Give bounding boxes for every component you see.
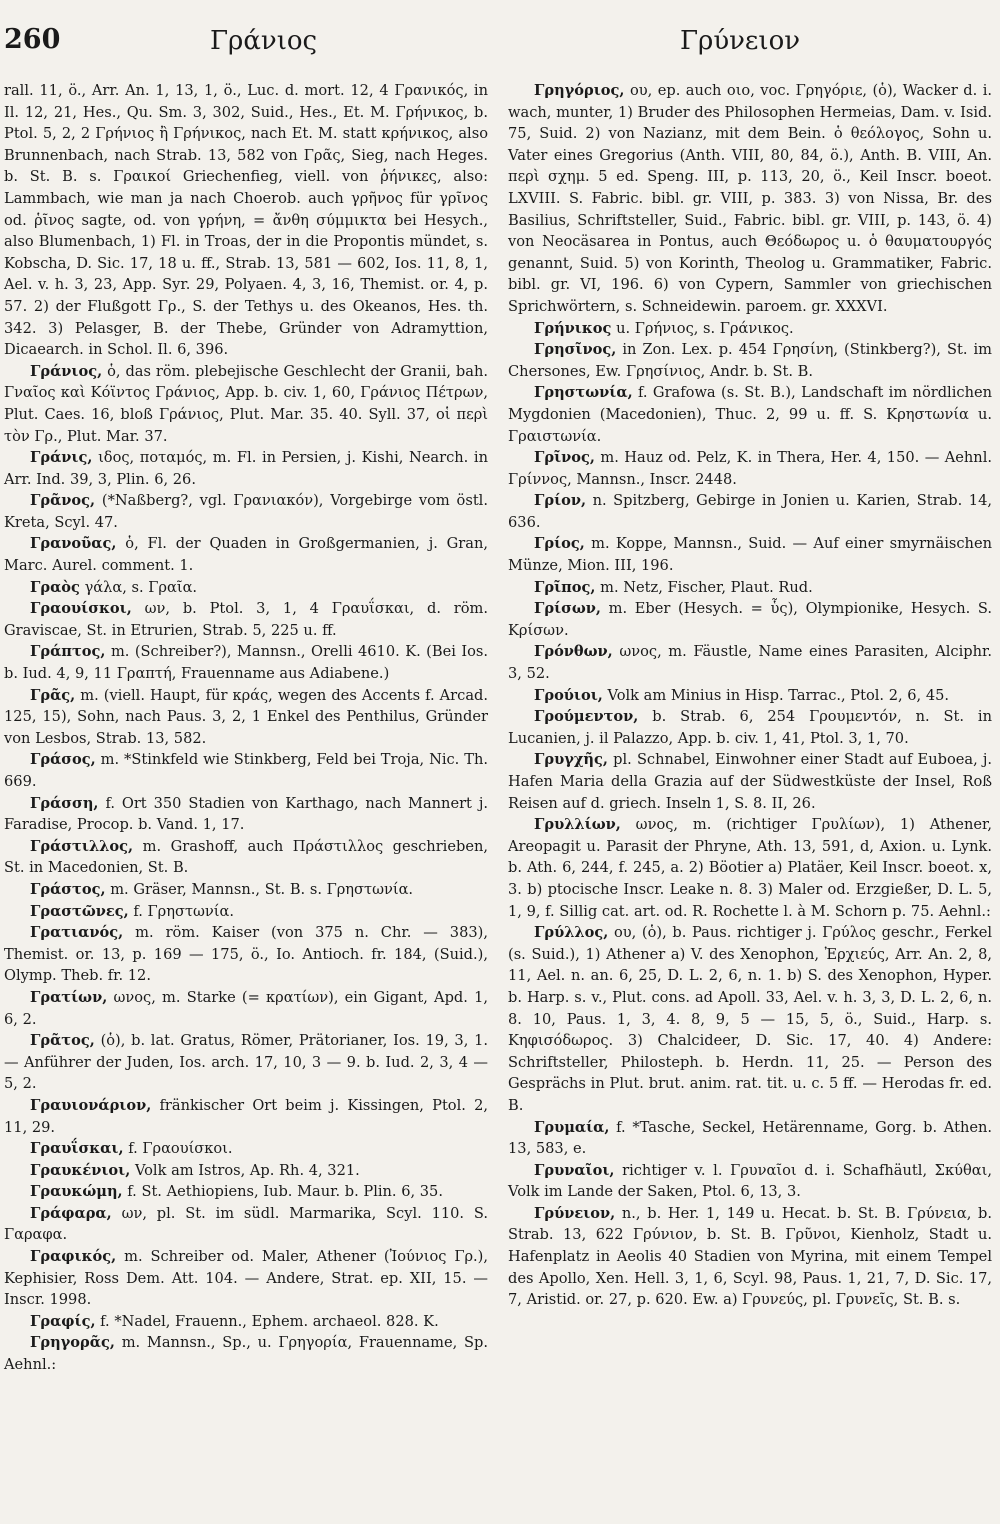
dictionary-entry [4,1095,488,1138]
entry-text: m. Eber (Hesych. = ὗς), Olympionike, Hesych. S. Κρίσων. [508,600,992,639]
page-number: 260 [4,24,61,55]
entry-text: f. St. Aethiopiens, Iub. Maur. b. Plin. 6, 35. [127,1183,443,1201]
dictionary-entry [4,685,488,750]
entry-text: f. *Tasche, Seckel, Hetärenname, Gorg. b. Athen. 13, 583, e. [508,1118,993,1158]
entry-lemma: Γράσση, [30,794,99,812]
dictionary-entry [508,814,992,922]
dictionary-entry [4,1332,488,1375]
dictionary-entry [508,598,992,641]
entry-lemma: Γράσος, [30,751,96,769]
dictionary-entry [508,1117,992,1160]
entry-lemma: Γράνις, [30,449,93,467]
entry-lemma: Γρᾶτος, [30,1032,95,1050]
dictionary-entry [508,382,992,447]
entry-text: richtiger v. l. Γρυναῖοι d. i. Schafhäutl, Σκύθαι, Volk im Lande der Saken, Ptol. 6, 13, 3. [508,1161,992,1201]
entry-text: m. röm. Kaiser (von 375 n. Chr. — 383), Themist. or. 13, p. 169 — 175, ö., Io. Antioch. fr. 184, (Suid.), Olymp. Theb. fr. 12. [4,924,488,985]
entry-lemma: Γρυλλίων, [534,816,621,834]
entry-text: fränkischer Ort beim j. Kissingen, Ptol. 2, 11, 29. [4,1096,489,1136]
entry-text: ωνος, m. Fäustle, Name eines Parasiten, Alciphr. 3, 52. [508,643,992,683]
dictionary-entry [4,901,488,923]
entry-text: ων, pl. St. im südl. Marmarika, Scyl. 110. S. Γαραφα. [4,1204,488,1244]
entry-text: ωνος, m. (richtiger Γρυλίων), 1) Athener, Areopagit u. Parasit der Phryne, Ath. 13, 591, d, Axion. u. Lynk. b. Ath. 6, 244, f. 245, a. 2) Böotier a) Platäer, Keil Inscr. boeot. x, 3. b) ptocische Inscr. Leake n. 8. 3) Maler od. Erzgießer, D. L. 5, 1, 9, f. Sillig cat. art. od. R. Rochette l. à M. Schorn p. 75. Aehnl.: [508,816,992,920]
entry-text: rall. 11, ö., Arr. An. 1, 13, 1, ö., Luc. d. mort. 12, 4 Γρανικός, in Il. 12, 21, Hes., Qu. Sm. 3, 302, Suid., Hes., Et. M. Γρήνικος, b. Ptol. 5, 2, 2 Γρήνιος ἢ Γρήνικος, nach Et. M. statt κρήνικος, also Brunnenbach, nach Strab. 13, 582 von Γρᾶς, Sieg, nach Heges. b. St. B. s. Γραικοί Griechenfieg, viell. von ῥήνικες, also: Lammbach, wie man ja nach Choerob. auch γρῆνος für γρῖνος od. ῥῖνος sagte, od. von γρήνη, = ἄνθη σύμμικτα bei Hesych., also Blumenbach, 1) Fl. in Troas, der in die Propontis mündet, s. Kobscha, D. Sic. 17, 18 u. ff., Strab. 13, 581 — 602, Ios. 11, 8, 1, Ael. v. h. 3, 23, App. Syr. 29, Polyaen. 4, 3, 16, Themist. or. 4, p. 57. 2) der Flußgott Γρ., S. der Tethys u. des Okeanos, Hes. th. 342. 3) Pelasger, B. der Thebe, Gründer von Adramyttion, Dicaearch. in Schol. Il. 6, 396. [4,82,488,359]
entry-lemma: Γρατίων, [30,988,108,1006]
dictionary-entry [508,577,992,599]
entry-lemma: Γρυναῖοι, [534,1161,615,1179]
entry-text: f. Γρηστωνία. [133,902,235,920]
dictionary-entry [4,987,488,1030]
dictionary-entry [508,685,992,707]
entry-text: γάλα, s. Γραῖα. [84,578,198,596]
entry-text: n., b. Her. 1, 149 u. Hecat. b. St. B. Γρύνεια, b. Strab. 13, 622 Γρύνιον, b. St. B. Γρῦνοι, Kienholz, Stadt u. Hafenplatz in Aeolis 40 Stadien von Myrina, mit einem Tempel des Apollo, Xen. Hell. 3, 1, 6, Scyl. 98, Paus. 1, 21, 7, D. Sic. 17, 7, Aristid. or. 27, p. 620. Ew. a) Γρυνεύς, pl. Γρυνεῖς, St. B. s. [508,1204,993,1309]
entry-text: (ὁ), b. lat. Gratus, Römer, Prätorianer, Ios. 19, 3, 1. — Anführer der Juden, Ios. arch. 17, 10, 3 — 9. b. Iud. 2, 3, 4 — 5, 2. [4,1032,488,1093]
dictionary-entry [4,447,488,490]
entry-lemma: Γρᾶς, [30,686,76,704]
entry-lemma: Γράφαρα, [30,1204,112,1222]
entry-lemma: Γρανοῦας, [30,535,117,553]
entry-lemma: Γρῖπος, [534,578,596,596]
entry-text: ου, ep. auch οιο, voc. Γρηγόριε, (ὁ), Wacker d. i. wach, munter, 1) Bruder des Philosophen Hermeias, Dam. v. Isid. 75, Suid. 2) von Nazianz, mit dem Bein. ὁ θεόλογος, Sohn u. Vater eines Gregorius (Anth. VIII, 80, 84, ö.), Anth. B. VIII, An. περὶ σχημ. 5 ed. Speng. III, p. 113, 20, ö., Keil Inscr. boeot. LXVIII. S. Fabric. bibl. gr. VIII, p. 383. 3) von Nissa, Br. des Basilius, Schriftsteller, Suid., Fabric. bibl. gr. VIII, p. 143, ö. 4) von Neocäsarea in Pontus, auch Θεόδωρος u. ὁ θαυματουργός genannt, Suid. 5) von Korinth, Theolog u. Grammatiker, Fabric. bibl. gr. VI, 196. 6) von Cypern, Sammler von griechischen Sprichwörtern, s. Schneidewin. paroem. gr. XXXVI. [508,82,992,315]
dictionary-entry [4,361,488,447]
dictionary-entry [508,447,992,490]
entry-lemma: Γραφίς, [30,1312,96,1330]
entry-lemma: Γράστιλλος, [30,837,134,855]
entry-text: m. Hauz od. Pelz, K. in Thera, Her. 4, 150. — Aehnl. Γρίννος, Mannsn., Inscr. 2448. [508,449,992,488]
entry-text: f. *Nadel, Frauenn., Ephem. archaeol. 828. K. [100,1312,439,1330]
entry-lemma: Γρησῖνος, [534,341,617,359]
entry-text: Volk am Istros, Ap. Rh. 4, 321. [134,1161,360,1179]
right-running-headword: Γρύνειον [680,26,801,56]
dictionary-entry [4,922,488,987]
left-running-headword: Γράνιος [210,26,318,56]
dictionary-entry [4,836,488,879]
dictionary-entry [4,1246,488,1311]
dictionary-entry [508,1203,992,1311]
entry-lemma: Γραυιονάριον, [30,1096,152,1114]
entry-text: m. Netz, Fischer, Plaut. Rud. [600,578,813,596]
entry-text: n. Spitzberg, Gebirge in Jonien u. Karien, Strab. 14, 636. [508,492,992,531]
dictionary-entry [4,598,488,641]
dictionary-entry [508,318,992,340]
dictionary-entry [4,1138,488,1160]
entry-lemma: Γραουίσκοι, [30,600,132,618]
dictionary-entry [4,533,488,576]
dictionary-entry [4,1203,488,1246]
left-column [4,80,488,1376]
dictionary-entry [508,641,992,684]
entry-text: ων, b. Ptol. 3, 1, 4 Γραυΐσκαι, d. röm. Graviscae, St. in Etrurien, Strab. 5, 225 u. ff. [4,600,489,639]
entry-text: m. (viell. Haupt, für κράς, wegen des Accents f. Arcad. 125, 15), Sohn, nach Paus. 3, 2, 1 Enkel des Penthilus, Gründer von Lesbos, Strab. 13, 582. [4,686,488,747]
dictionary-entry [4,749,488,792]
dictionary-entry [4,577,488,599]
entry-lemma: Γρηγόριος, [534,82,625,99]
dictionary-entry [4,641,488,684]
entry-lemma: Γραὸς [30,578,80,596]
entry-text: ωνος, m. Starke (= κρατίων), ein Gigant, Apd. 1, 6, 2. [4,988,489,1028]
dictionary-entry [4,1030,488,1095]
dictionary-entry [508,1160,992,1203]
dictionary-entry [508,922,992,1116]
dictionary-entry [508,706,992,749]
entry-lemma: Γρούμεντον, [534,708,639,726]
dictionary-entry [508,339,992,382]
entry-text: ὁ, das röm. plebejische Geschlecht der Granii, bah. Γναῖος καὶ Κόϊντος Γράνιος, App. b. civ. 1, 60, Γράνιος Πέτρων, Plut. Caes. 16, bloß Γράνιος, Plut. Mar. 35. 40. Syll. 37, οἱ περὶ τὸν Γρ., Plut. Mar. 37. [4,362,489,445]
entry-text: m. (Schreiber?), Mannsn., Orelli 4610. K. (Bei Ios. b. Iud. 4, 9, 11 Γραπτή, Frauenname aus Adiabene.) [4,643,489,683]
dictionary-entry [508,80,992,318]
dictionary-entry [4,879,488,901]
entry-text: ιδος, ποταμός, m. Fl. in Persien, j. Kishi, Nearch. in Arr. Ind. 39, 3, Plin. 6, 26. [4,449,489,488]
entry-lemma: Γρίος, [534,535,585,553]
dictionary-entry [4,1181,488,1203]
entry-text: m. Mannsn., Sp., u. Γρηγορία, Frauenname, Sp. Aehnl.: [4,1334,488,1374]
entry-lemma: Γραυκένιοι, [30,1161,131,1179]
entry-text: in Zon. Lex. p. 454 Γρησίνη, (Stinkberg?), St. im Chersones, Ew. Γρησίνιος, Andr. b. St. B. [508,341,993,380]
dictionary-entry [508,533,992,576]
entry-lemma: Γραφικός, [30,1248,117,1266]
entry-lemma: Γράστος, [30,880,106,898]
entry-text: b. Strab. 6, 254 Γρουμεντόν, n. St. in Lucanien, j. il Palazzo, App. b. civ. 1, 41, Ptol. 3, 1, 70. [508,708,992,747]
entry-text: ὁ, Fl. der Quaden in Großgermanien, j. Gran, Marc. Aurel. comment. 1. [4,535,489,575]
entry-lemma: Γρύνειον, [534,1204,616,1222]
dictionary-entry [4,80,488,361]
entry-text: m. *Stinkfeld wie Stinkberg, Feld bei Troja, Nic. Th. 669. [4,751,488,790]
dictionary-entry [4,1311,488,1333]
entry-lemma: Γρίσων, [534,600,601,618]
entry-lemma: Γραστῶνες, [30,902,129,920]
entry-lemma: Γρόνθων, [534,643,613,661]
entry-text: f. Grafowa (s. St. B.), Landschaft im nördlichen Mygdonien (Macedonien), Thuc. 2, 99 u. ff. S. Κρηστωνία u. Γραιστωνία. [508,384,992,445]
entry-text: m. Gräser, Mannsn., St. B. s. Γρηστωνία. [110,880,414,898]
page-header [0,14,1000,74]
entry-lemma: Γρηστωνία, [534,384,633,402]
entry-lemma: Γράπτος, [30,643,106,661]
entry-lemma: Γρούιοι, [534,686,603,704]
entry-text: m. Grashoff, auch Πράστιλλος geschrieben, St. in Macedonien, St. B. [4,837,489,877]
entry-text: f. Γραουίσκοι. [128,1140,233,1158]
entry-lemma: Γρατιανός, [30,924,124,942]
dictionary-entry [508,490,992,533]
entry-lemma: Γράνιος, [30,362,103,380]
dictionary-entry [508,749,992,814]
right-column [508,80,992,1311]
entry-text: Volk am Minius in Hisp. Tarrac., Ptol. 2, 6, 45. [607,686,950,704]
entry-lemma: Γρῖνος, [534,449,595,467]
entry-lemma: Γρήνικος [534,319,612,337]
entry-text: (*Naßberg?, vgl. Γρανιακόν), Vorgebirge vom östl. Kreta, Scyl. 47. [4,492,488,531]
entry-text: m. Schreiber od. Maler, Athener (Ἰούνιος Γρ.), Kephisier, Ross Dem. Att. 104. — Andere, Strat. ep. XII, 15. — Inscr. 1998. [4,1248,488,1309]
entry-lemma: Γρίον, [534,492,587,510]
entry-text: f. Ort 350 Stadien von Karthago, nach Mannert j. Faradise, Procop. b. Vand. 1, 17. [4,794,488,834]
entry-text: ου, (ὁ), b. Paus. richtiger j. Γρύλος geschr., Ferkel (s. Suid.), 1) Athener a) V. des Xenophon, Ἐρχιεύς, Arr. An. 2, 8, 11, Ael. n. an. 6, 25, D. L. 2, 6, n. 1. b) S. des Xenophon, Hyper. b. Harp. s. v., Plut. cons. ad Apoll. 33, Ael. v. h. 3, 3, D. L. 2, 6, n. 8. 10, Paus. 1, 3, 4. 8, 9, 5 — 15, 5, ö., Suid., Harp. s. Κηφισόδωρος. 3) Chalcideer, D. Sic. 17, 40. 4) Andere: Schriftsteller, Philosteph. b. Herdn. 11, 25. — Person des Gesprächs in Plut. brut. anim. rat. tit. u. c. 5 ff. — Herodas fr. ed. B. [508,924,992,1114]
entry-lemma: Γρυμαία, [534,1118,610,1136]
dictionary-entry [4,490,488,533]
entry-lemma: Γρᾶνος, [30,492,96,510]
entry-text: u. Γρήνιος, s. Γράνικος. [616,319,794,337]
entry-lemma: Γρηγορᾶς, [30,1334,115,1352]
entry-lemma: Γρυγχῆς, [534,751,609,769]
entry-lemma: Γρύλλος, [534,924,609,942]
entry-text: m. Koppe, Mannsn., Suid. — Auf einer smyrnäischen Münze, Mion. III, 196. [508,535,992,575]
dictionary-entry [4,1160,488,1182]
dictionary-entry [4,793,488,836]
entry-lemma: Γραυκώμη, [30,1183,123,1201]
entry-lemma: Γραυΐσκαι, [30,1140,124,1158]
entry-text: pl. Schnabel, Einwohner einer Stadt auf Euboea, j. Hafen Maria della Grazia auf der Südwestküste der Insel, Roß Reisen auf d. griech. Inseln 1, S. 8. II, 26. [508,751,993,812]
